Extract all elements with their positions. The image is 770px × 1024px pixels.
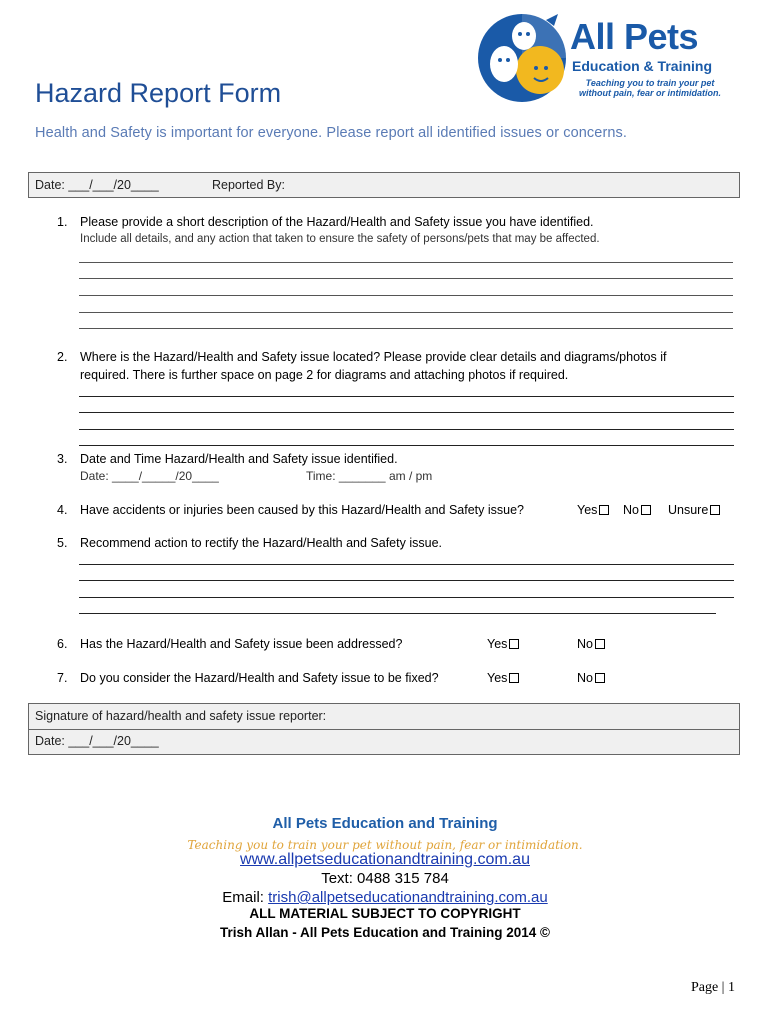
q1-answer-line[interactable] xyxy=(79,295,733,296)
checkbox-icon[interactable] xyxy=(509,673,519,683)
q5-answer-line[interactable] xyxy=(79,597,734,598)
q1-note: Include all details, and any action that taken to ensure the safety of persons/pets that may be affected. xyxy=(80,233,600,245)
q5-answer-line[interactable] xyxy=(79,580,734,581)
q2-answer-line[interactable] xyxy=(79,396,734,397)
q3-date-field[interactable]: Date: ____/_____/20____ xyxy=(80,469,219,483)
q1-answer-line[interactable] xyxy=(79,328,733,329)
q2-answer-line[interactable] xyxy=(79,445,734,446)
company-logo xyxy=(474,6,734,104)
q4-unsure-option[interactable] xyxy=(668,503,720,517)
q6-yes-label: Yes xyxy=(487,637,508,651)
footer-phone: Text: 0488 315 784 xyxy=(321,870,449,887)
checkbox-icon[interactable] xyxy=(509,639,519,649)
signature-date-row[interactable] xyxy=(29,729,739,754)
q2-text-line2: required. There is further space on page 2 for diagrams and attaching photos if required. xyxy=(80,368,569,382)
footer-website-link[interactable]: www.allpetseducationandtraining.com.au xyxy=(240,851,530,868)
logo-name: All Pets xyxy=(570,16,699,57)
logo-tagline: Teaching you to train your pet without pain, fear or intimidation. xyxy=(579,78,721,98)
q4-no-option[interactable] xyxy=(623,503,651,517)
page-number: Page | 1 xyxy=(690,980,735,995)
q5-answer-line[interactable] xyxy=(79,564,734,565)
signature-row[interactable] xyxy=(29,704,739,730)
q4-number: 4. xyxy=(57,503,68,517)
footer-email-label: Email: xyxy=(222,889,269,906)
checkbox-icon[interactable] xyxy=(595,639,605,649)
q6-no-option[interactable] xyxy=(577,637,605,651)
q4-yes-option[interactable] xyxy=(577,503,609,517)
checkbox-icon[interactable] xyxy=(710,505,720,515)
q1-answer-line[interactable] xyxy=(79,312,733,313)
q4-yes-label: Yes xyxy=(577,503,598,517)
checkbox-icon[interactable] xyxy=(641,505,651,515)
page-subtitle: Health and Safety is important for everyone. Please report all identified issues or concerns. xyxy=(35,125,628,141)
q7-no-label: No xyxy=(577,671,593,685)
pets-logo-icon xyxy=(474,6,570,104)
q4-text: Have accidents or injuries been caused by this Hazard/Health and Safety issue? xyxy=(80,503,525,517)
q3-text: Date and Time Hazard/Health and Safety issue identified. xyxy=(80,452,398,466)
q7-number: 7. xyxy=(57,671,68,685)
signature-date-field: Date: ___/___/20____ xyxy=(35,734,159,748)
q4-no-label: No xyxy=(623,503,639,517)
signature-field: Signature of hazard/health and safety issue reporter: xyxy=(35,709,327,723)
q7-yes-label: Yes xyxy=(487,671,508,685)
q2-answer-line[interactable] xyxy=(79,429,734,430)
footer-copyright-notice: ALL MATERIAL SUBJECT TO COPYRIGHT xyxy=(249,906,521,921)
q5-answer-line[interactable] xyxy=(79,613,716,614)
q3-number: 3. xyxy=(57,452,68,466)
q5-text: Recommend action to rectify the Hazard/Health and Safety issue. xyxy=(80,536,442,550)
q6-no-label: No xyxy=(577,637,593,651)
checkbox-icon[interactable] xyxy=(595,673,605,683)
q6-number: 6. xyxy=(57,637,68,651)
q7-yes-option[interactable] xyxy=(487,671,519,685)
q1-answer-line[interactable] xyxy=(79,262,733,263)
q7-text: Do you consider the Hazard/Health and Safety issue to be fixed? xyxy=(80,671,439,685)
q1-number: 1. xyxy=(57,215,68,229)
q1-answer-line[interactable] xyxy=(79,278,733,279)
q3-time-field[interactable]: Time: _______ am / pm xyxy=(306,469,433,483)
logo-subtitle: Education & Training xyxy=(572,58,713,74)
reported-by-field[interactable]: Reported By: xyxy=(212,178,285,192)
footer-tagline: Teaching you to train your pet without pain, fear or intimidation. xyxy=(187,838,583,852)
footer-email-link[interactable]: trish@allpetseducationandtraining.com.au xyxy=(268,889,548,906)
q5-number: 5. xyxy=(57,536,68,550)
q6-yes-option[interactable] xyxy=(487,637,519,651)
q2-text-line1: Where is the Hazard/Health and Safety issue located? Please provide clear details and diagrams/photos if xyxy=(80,350,667,364)
date-field[interactable]: Date: ___/___/20____ xyxy=(35,178,159,192)
signature-box xyxy=(28,703,740,755)
q2-answer-line[interactable] xyxy=(79,412,734,413)
q7-no-option[interactable] xyxy=(577,671,605,685)
checkbox-icon[interactable] xyxy=(599,505,609,515)
q1-text: Please provide a short description of the Hazard/Health and Safety issue you have identified. xyxy=(80,215,594,229)
date-reported-box xyxy=(28,172,740,198)
q2-number: 2. xyxy=(57,350,68,364)
footer-email-line xyxy=(0,889,770,906)
q6-text: Has the Hazard/Health and Safety issue been addressed? xyxy=(80,637,403,651)
footer-org-name: All Pets Education and Training xyxy=(272,815,498,832)
q4-unsure-label: Unsure xyxy=(668,503,709,517)
footer-copyright-owner: Trish Allan - All Pets Education and Training 2014 © xyxy=(219,925,551,940)
page-title: Hazard Report Form xyxy=(35,78,282,108)
